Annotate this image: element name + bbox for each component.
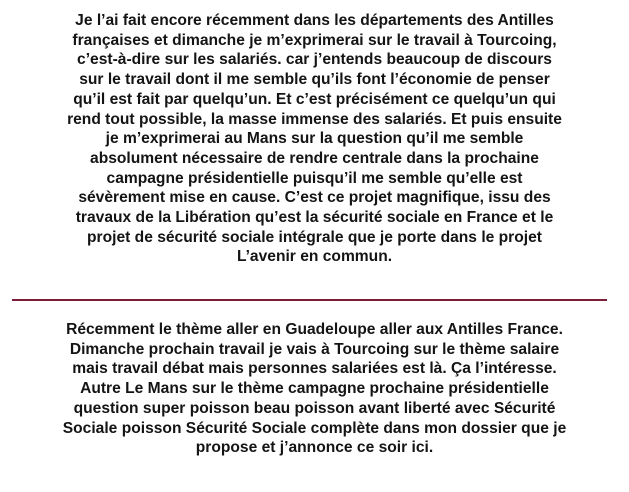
transcript-line: Je l’ai fait encore récemment dans les départements des Antilles bbox=[75, 12, 554, 29]
summary-line: question super poisson beau poisson avant liberté avec Sécurité bbox=[73, 399, 556, 417]
transcript-line: campagne présidentielle puisqu’il me semble qu’elle est bbox=[106, 169, 523, 187]
section-divider bbox=[12, 299, 607, 301]
transcript-paragraph bbox=[6, 11, 623, 267]
transcript-line: je m’exprimerai au Mans sur la question qu’il me semble bbox=[105, 130, 524, 148]
summary-line: mais travail débat mais personnes salariées est là. Ça l’intéresse. bbox=[72, 360, 557, 378]
transcript-line: travaux de la Libération qu’est la sécurité sociale en France et le bbox=[75, 209, 554, 227]
transcript-line: françaises et dimanche je m’exprimerai sur le travail à Tourcoing, bbox=[72, 31, 557, 49]
summary-line: Récemment le thème aller en Guadeloupe aller aux Antilles France. bbox=[66, 321, 563, 338]
transcript-line: projet de sécurité sociale intégrale que je porte dans le projet bbox=[87, 228, 542, 246]
transcript-line: c’est-à-dire sur les salariés. car j’entends beaucoup de discours bbox=[77, 51, 552, 69]
summary-line: Sociale poisson Sécurité Sociale complète dans mon dossier que je bbox=[62, 419, 567, 437]
transcript-line: rend tout possible, la masse immense des salariés. Et puis ensuite bbox=[67, 110, 562, 128]
transcript-line: sévèrement mise en cause. C’est ce projet magnifique, issu des bbox=[78, 189, 551, 207]
summary-line: propose et j’annonce ce soir ici. bbox=[195, 439, 434, 457]
transcript-line: qu’il est fait par quelqu’un. Et c’est précisément ce quelqu’un qui bbox=[73, 90, 556, 108]
transcript-line: absolument nécessaire de rendre centrale dans la prochaine bbox=[90, 149, 539, 167]
summary-paragraph bbox=[6, 320, 623, 458]
transcript-line: L’avenir en commun. bbox=[236, 248, 393, 266]
summary-line: Autre Le Mans sur le thème campagne prochaine présidentielle bbox=[80, 380, 549, 398]
transcript-line: sur le travail dont il me semble qu’ils font l’économie de penser bbox=[79, 71, 550, 89]
summary-line: Dimanche prochain travail je vais à Tourcoing sur le thème salaire bbox=[69, 340, 560, 358]
